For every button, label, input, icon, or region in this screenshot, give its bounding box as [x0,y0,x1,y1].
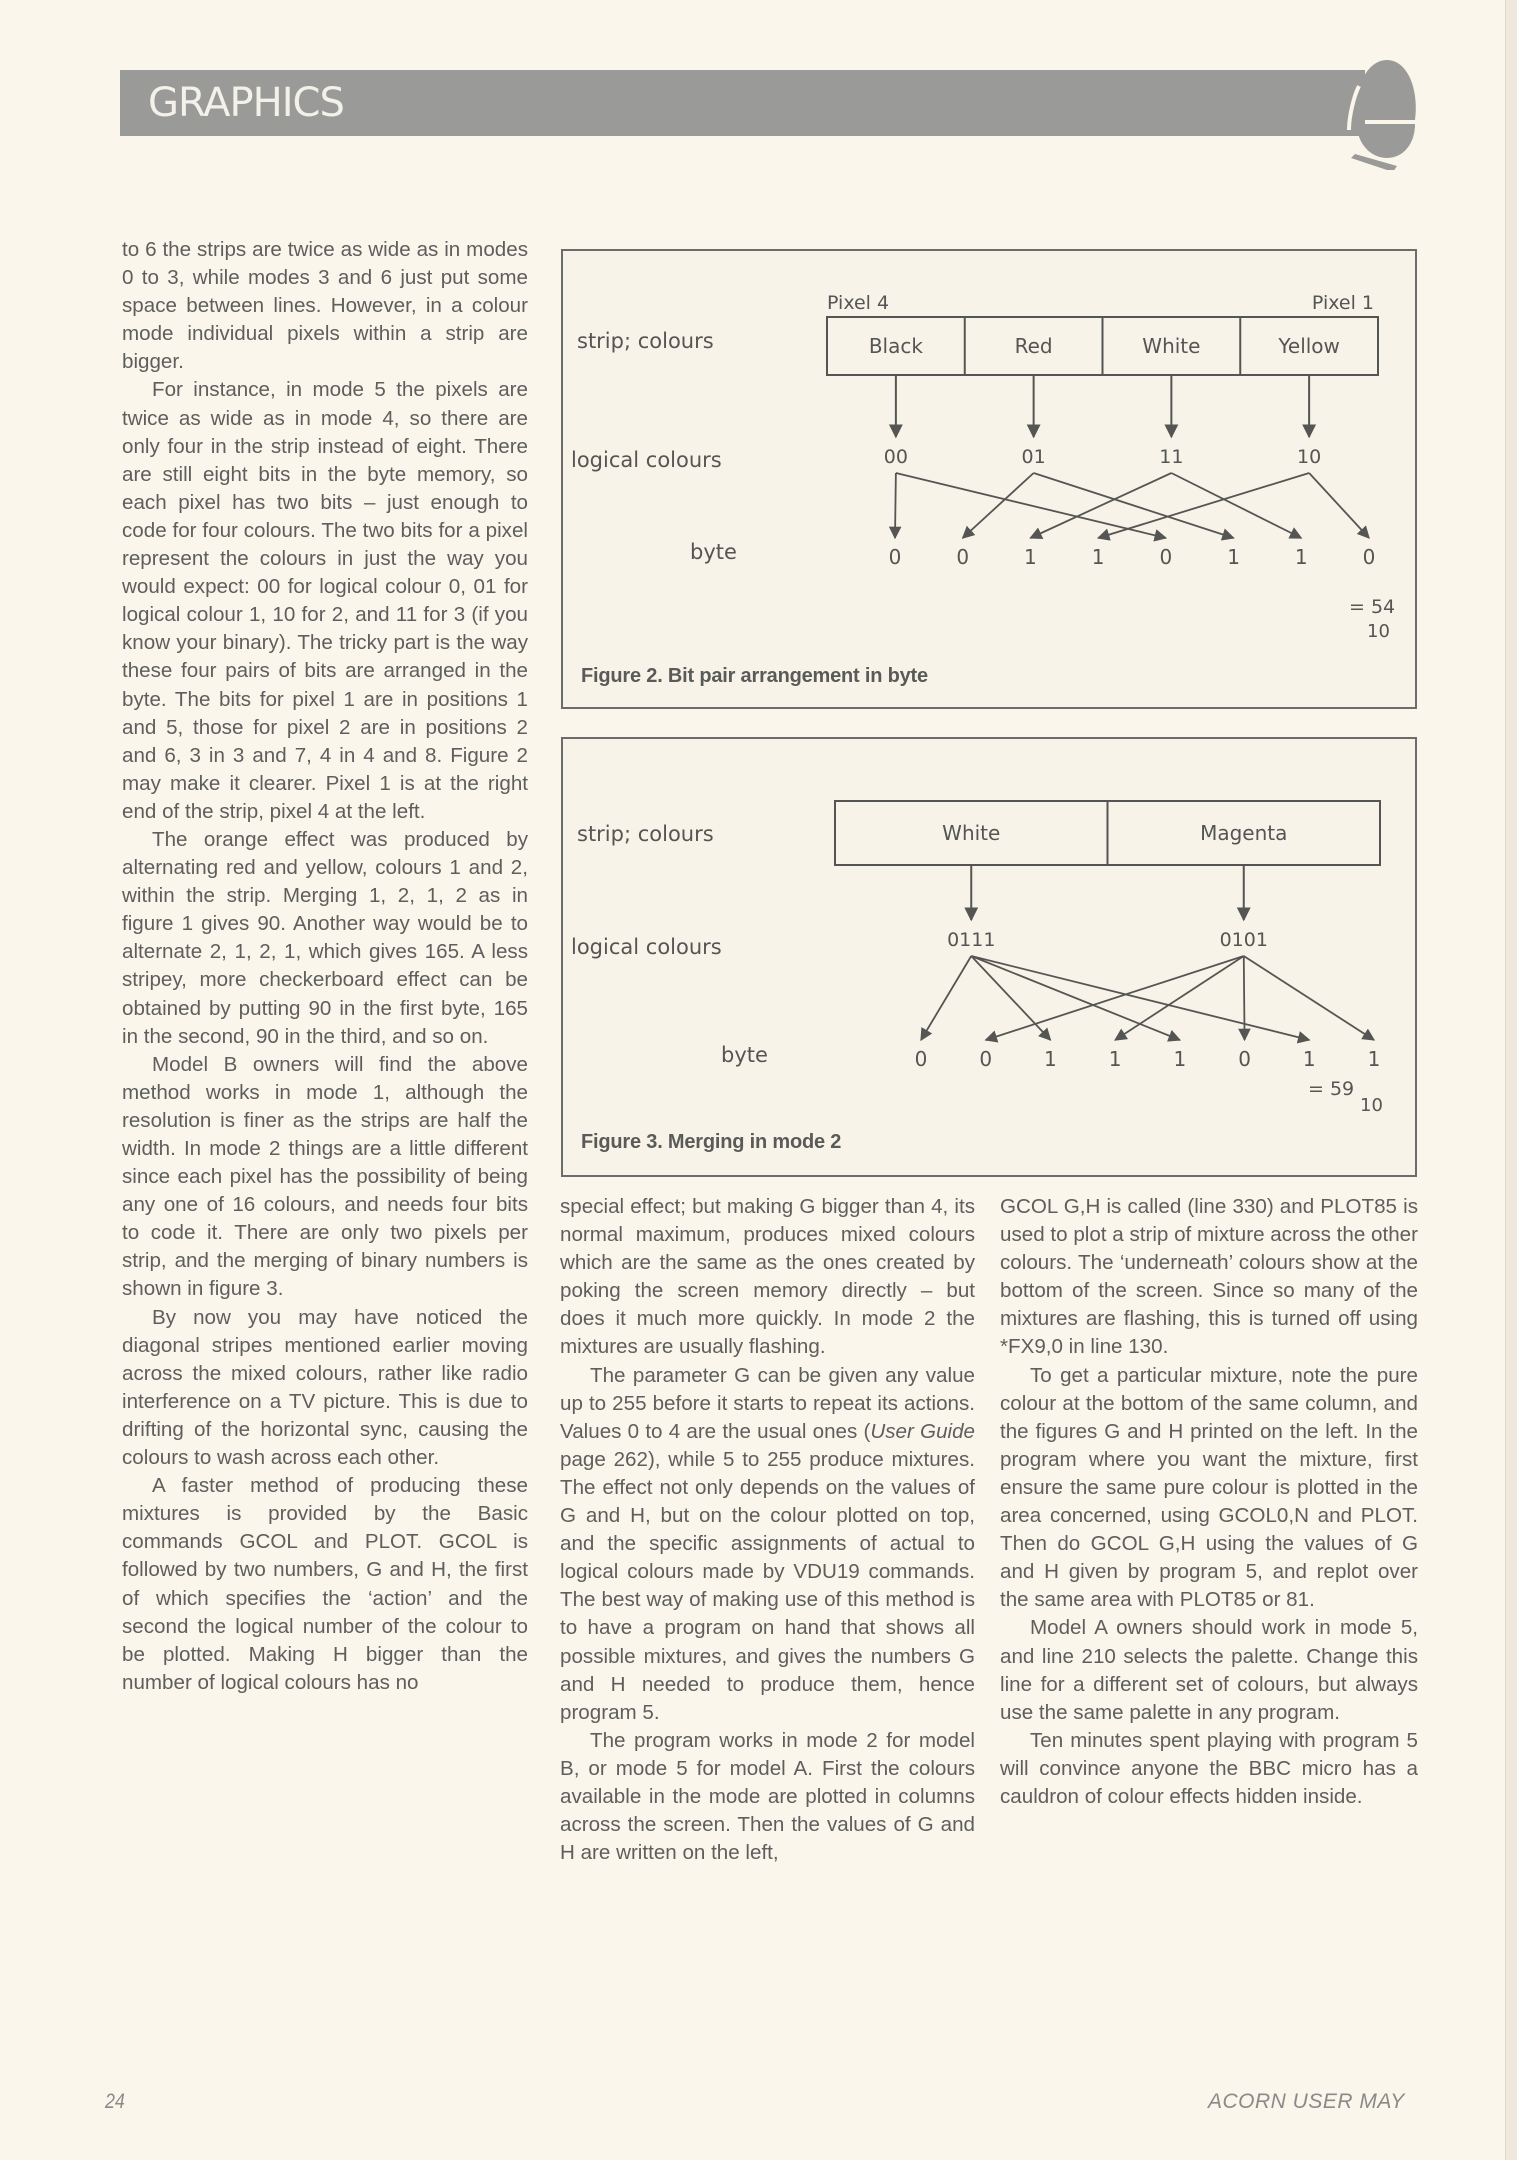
strip-colour-black: Black [868,334,923,358]
section-title: GRAPHICS [148,80,344,126]
figure-3 [561,737,1417,1177]
byte-bit: 1 [1044,1047,1057,1071]
logical-code: 0111 [947,929,996,951]
bit-mapping-arrow [1244,956,1245,1040]
bit-mapping-arrow [1030,473,1171,538]
figure-3-diagram [563,739,1415,1175]
result-value: = 54 [1349,596,1396,618]
paragraph: Ten minutes spent playing with program 5 will convince anyone the BBC micro has a cauldron of colour effects hidden inside. [1000,1728,1418,1808]
byte-bit: 1 [1294,545,1308,569]
strip-colour-white: White [1142,334,1201,358]
row-label-logical: logical colours [571,448,722,472]
byte-bit: 1 [1091,545,1105,569]
bit-mapping-arrow [895,473,896,538]
byte-bit: 1 [1367,1047,1381,1071]
row-label-byte: byte [690,540,737,564]
logical-code: 00 [883,446,908,468]
article-column-1 [122,236,528,1697]
page-number: 24 [105,2090,125,2113]
paragraph: to 6 the strips are twice as wide as in modes 0 to 3, while modes 3 and 6 just put some space between lines. However, in a colour mode individual pixels within a strip are bigger. [122,238,528,374]
byte-bit: 0 [956,545,970,569]
paragraph: Model A owners should work in mode 5, and line 210 selects the palette. Change this line for a different set of colours, but always use the same palette in any program. [1000,1616,1418,1724]
magazine-name: ACORN USER MAY [1208,2090,1405,2113]
figure-2 [561,249,1417,709]
result-value: = 59 [1308,1078,1355,1100]
byte-bit: 0 [1362,545,1376,569]
strip-colour-white: White [942,821,1001,845]
bit-mapping-arrow [896,473,1166,538]
pixel-left-label: Pixel 4 [827,292,890,314]
paragraph: special effect; but making G bigger than 4, its normal maximum, produces mixed colours which are the same as the ones created by poking the screen memory directly – but does it much more quickly. In mode 2 the mixtures are usually flashing. [560,1195,975,1359]
byte-bit: 0 [1159,545,1173,569]
strip-colour-red: Red [1014,334,1053,358]
strip-colour-magenta: Magenta [1200,821,1288,845]
logical-code: 0101 [1219,929,1268,951]
strip-colour-yellow: Yellow [1278,334,1340,358]
byte-bit: 1 [1227,545,1240,569]
article-column-2 [560,1193,975,1867]
bit-mapping-arrow [971,956,1050,1040]
paragraph: The program works in mode 2 for model B, or mode 5 for model A. First the colours available in the mode are plotted in columns across the screen. Then the values of G and H are written on the left, [560,1728,975,1865]
row-label-byte: byte [721,1043,768,1067]
book-title: User Guide [870,1419,976,1443]
bit-mapping-arrow [1244,956,1374,1040]
byte-bit: 1 [1302,1047,1316,1071]
row-label-strip: strip; colours [577,822,714,846]
bit-mapping-arrow [971,956,1180,1040]
pixel-right-label: Pixel 1 [1311,292,1374,314]
bit-mapping-arrow [921,956,971,1040]
figure-2-diagram [563,251,1415,707]
byte-bit: 1 [1024,545,1037,569]
byte-bit: 0 [888,545,902,569]
paragraph: GCOL G,H is called (line 330) and PLOT85 is used to plot a strip of mixture across the other colours. The ‘underneath’ colours show at the bottom of the screen. Since so many of the mixtures are flashing, this is turned off using *FX9,0 in line 130. [1000,1195,1418,1359]
paragraph: By now you may have noticed the diagonal stripes mentioned earlier moving across the mixed colours, rather like radio interference on a TV picture. This is due to drifting of the horizontal sync, causing the colours to wash across each other. [122,1305,528,1470]
row-label-logical: logical colours [571,935,722,959]
logical-code: 01 [1021,446,1046,468]
byte-bit: 1 [1108,1047,1122,1071]
row-label-strip: strip; colours [577,329,714,353]
bit-mapping-arrow [1309,473,1369,538]
article-column-3 [1000,1193,1418,1811]
paragraph: For instance, in mode 5 the pixels are twice as wide as in mode 4, so there are only four in the strip instead of eight. There are still eight bits in the byte memory, so each pixel has two bits – just enough to code for four colours. The two bits for a pixel represent the colours in just the way you would expect: 00 for logical colour 0, 01 for logical colour 1, 10 for 2, and 11 for 3 (if you know your binary). The tricky part is the way these four pairs of bits are arranged in the byte. The bits for pixel 1 are in positions 1 and 5, those for pixel 2 are in positions 2 and 6, 3 in 3 and 7, 4 in 4 and 8. Figure 2 may make it clearer. Pixel 1 is at the right end of the strip, pixel 4 at the left. [122,378,528,823]
byte-bit: 0 [979,1047,993,1071]
paragraph [560,1362,975,1727]
text-run: The parameter G can be given any value up to 255 before it starts to repeat its actions. Values 0 to 4 are the usual ones ( [560,1363,975,1443]
result-base: 10 [1360,1095,1383,1116]
result-base: 10 [1367,621,1390,642]
byte-bit: 0 [1238,1047,1251,1071]
paragraph: A faster method of producing these mixtures is provided by the Basic commands GCOL and PLOT. GCOL is followed by two numbers, G and H, the first of which specifies the ‘action’ and the second the logical number of the colour to be plotted. Making H bigger than the number of logical colours has no [122,1474,528,1694]
acorn-icon [1345,58,1425,170]
paragraph: The orange effect was produced by alternating red and yellow, colours 1 and 2, within the strip. Merging 1, 2, 1, 2 as in figure 1 gives 90. Another way would be to alternate 2, 1, 2, 1, which gives 165. A less stripey, more checkerboard effect can be obtained by putting 90 in the first byte, 165 in the second, 90 in the third, and so on. [122,827,528,1048]
byte-bit: 1 [1173,1047,1187,1071]
paragraph: Model B owners will find the above method works in mode 1, although the resolution is finer as the strips are half the width. In mode 2 things are a little different since each pixel has the possibility of being any one of 16 colours, and needs four bits to code it. There are only two pixels per strip, and the merging of binary numbers is shown in figure 3. [122,1052,528,1301]
figure-3-caption: Figure 3. Merging in mode 2 [581,1131,842,1153]
bit-mapping-arrow [963,473,1034,538]
page-edge [1505,0,1517,2160]
bit-mapping-arrow [1115,956,1244,1040]
byte-bit: 0 [914,1047,928,1071]
text-run: page 262), while 5 to 255 produce mixtures. The effect not only depends on the values of G and H, but on the colour plotted on top, and the specific assignments of actual to logical colours made by VDU19 commands. The best way of making use of this method is to have a program on hand that shows all possible mixtures, and gives the numbers G and H needed to produce them, hence program 5. [560,1447,975,1724]
logical-code: 11 [1159,446,1184,468]
logical-code: 10 [1297,446,1322,468]
bit-mapping-arrow [1171,473,1301,538]
paragraph: To get a particular mixture, note the pure colour at the bottom of the same column, and the figures G and H printed on the left. In the program where you want the mixture, first ensure the same pure colour is plotted in the area concerned, using GCOL0,N and PLOT. Then do GCOL G,H using the values of G and H given by program 5, and replot over the same area with PLOT85 or 81. [1000,1363,1418,1612]
figure-2-caption: Figure 2. Bit pair arrangement in byte [581,665,928,687]
